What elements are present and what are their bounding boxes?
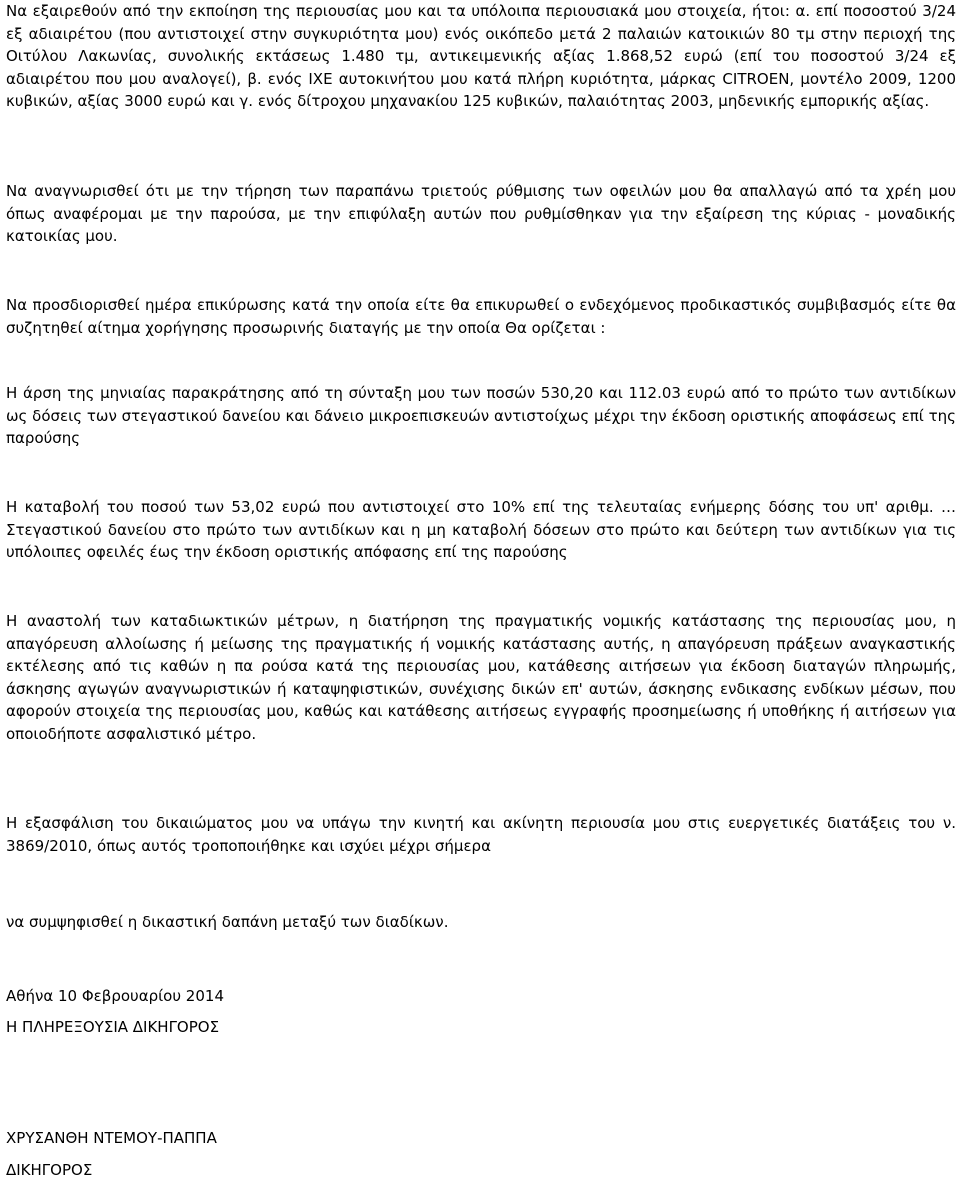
- installment-payment-paragraph: Η καταβολή του ποσού των 53,02 ευρώ που αντιστοιχεί στο 10% επί της τελευταίας ενήμερης δόσης του υπ' αριθμ. … Στεγαστικού δανείου στο πρώτο των αντιδίκων και η μη καταβολή δόσεων στο πρώτο και δεύτερη των αντιδίκων για τις υπόλοιπες οφειλές έως την έκδοση οριστικής απόφασης επί της παρούσης: [6, 498, 956, 561]
- signatory-name: ΧΡΥΣΑΝΘΗ ΝΤΕΜΟΥ-ΠΑΠΠΑ: [6, 1129, 217, 1147]
- pension-withholding-paragraph: Η άρση της μηνιαίας παρακράτησης από τη σύνταξη μου των ποσών 530,20 και 112.03 ευρώ από το πρώτο των αντιδίκων ως δόσεις των στεγαστικού δανείου και δάνειο μικροεπισκευών αντιστοίχως μέχρι την έκδοση οριστικής αποφάσεως επί της παρούσης: [6, 384, 956, 447]
- debt-discharge-paragraph: Να αναγνωρισθεί ότι με την τήρηση των παραπάνω τριετούς ρύθμισης των οφειλών μου θα απαλλαγώ από τα χρέη μου όπως αναφέρομαι με την παρούσα, με την επιφύλαξη αυτών που ρυθμίσθηκαν για την εξαίρεση της κύριας - μοναδικής κατοικίας μου.: [6, 182, 956, 245]
- signatory-role: ΔΙΚΗΓΟΡΟΣ: [6, 1161, 93, 1179]
- enforcement-suspension-paragraph: Η αναστολή των καταδιωκτικών μέτρων, η διατήρηση της πραγματικής νομικής κατάστασης της περιουσίας μου, η απαγόρευση αλλοίωσης ή μείωσης της πραγματικής ή νομικής κατάστασης αυτής, η απαγόρευση πράξεων αναγκαστικής εκτέλεσης από τις καθών η πα ρούσα κατά της περιουσίας μου, κατάθεσης αιτήσεων για έκδοση διαταγών πληρωμής, άσκησης αγωγών αναγνωριστικών ή καταψηφιστικών, συνέχισης δικών επ' αυτών, άσκησης ενδικασης ενδίκων μέσων, που αφορούν στοιχεία της περιουσίας μου, καθώς και κατάθεσης αιτήσεως εγγραφής προσημείωσης ή υποθήκης ή αιτήσεων για οποιοδήποτε ασφαλιστικό μέτρο.: [6, 612, 956, 743]
- assets-exemption-paragraph: Να εξαιρεθούν από την εκποίηση της περιουσίας μου και τα υπόλοιπα περιουσιακά μου στοιχεία, ήτοι: α. επί ποσοστού 3/24 εξ αδιαιρέτου (που αντιστοιχεί στην συγκυριότητα μου) ενός οικόπεδο μετά 2 παλαιών κατοικιών 80 τμ στην περιοχή της Οιτύλου Λακωνίας, συνολικής εκτάσεως 1.480 τμ, αντικειμενικής αξίας 1.868,52 ευρώ (επί του ποσοστού 3/24 εξ αδιαιρέτου που μου αναλογεί), β. ενός ΙΧΕ αυτοκινήτου μου κατά πλήρη κυριότητα, μάρκας CITROEN, μοντέλο 2009, 1200 κυβικών, αξίας 3000 ευρώ και γ. ενός δίτροχου μηχανακίου 125 κυβικών, παλαιότητας 2003, μηδενικής εμπορικής αξίας.: [6, 2, 956, 110]
- hearing-date-paragraph: Να προσδιορισθεί ημέρα επικύρωσης κατά την οποία είτε θα επικυρωθεί ο ενδεχόμενος προδικαστικός συμβιβασμός είτε θα συζητηθεί αίτημα χορήγησης προσωρινής διαταγής με την οποία Θα ορίζεται :: [6, 296, 956, 337]
- date-line: Αθήνα 10 Φεβρουαρίου 2014: [6, 987, 224, 1005]
- court-costs-line: να συμψηφισθεί η δικαστική δαπάνη μεταξύ των διαδίκων.: [6, 913, 449, 931]
- attorney-title: Η ΠΛΗΡΕΞΟΥΣΙΑ ΔΙΚΗΓΟΡΟΣ: [6, 1018, 220, 1036]
- legal-protection-paragraph: Η εξασφάλιση του δικαιώματος μου να υπάγω την κινητή και ακίνητη περιουσία μου στις ευεργετικές διατάξεις του ν. 3869/2010, όπως αυτός τροποποιήθηκε και ισχύει μέχρι σήμερα: [6, 814, 956, 855]
